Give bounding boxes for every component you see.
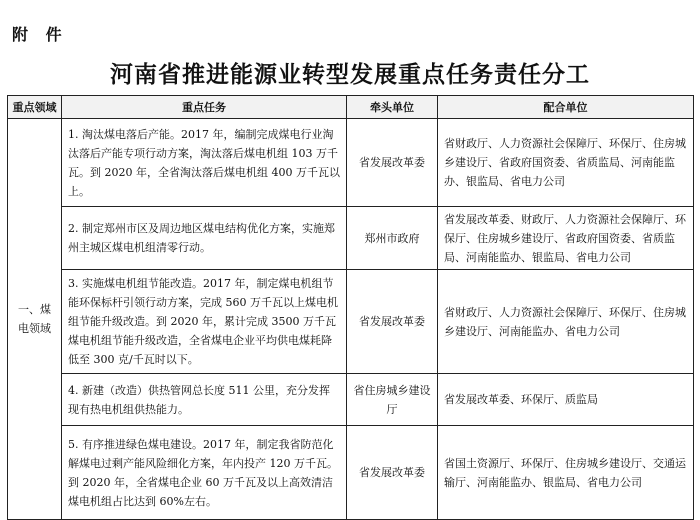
lead-unit-cell: 省住房城乡建设厅 <box>347 374 438 426</box>
task-cell: 5. 有序推进绿色煤电建设。2017 年，制定我省防范化解煤电过剩产能风险细化方案，年内投产 120 万千瓦。到 2020 年，全省煤电企业 60 万千瓦及以上高效清洁煤电机组占比达到 60%左右。 <box>62 426 347 520</box>
column-header-domain: 重点领域 <box>8 96 62 119</box>
table-row <box>8 270 694 374</box>
task-cell: 1. 淘汰煤电落后产能。2017 年，编制完成煤电行业淘汰落后产能专项行动方案，淘汰落后煤电机组 103 万千瓦。到 2020 年，全省淘汰落后煤电机组 400 万千瓦以上。 <box>62 119 347 207</box>
table-row <box>8 426 694 520</box>
cooperating-units-cell: 省财政厅、人力资源社会保障厅、环保厅、住房城乡建设厅、省政府国资委、省质监局、河南能监办、银监局、省电力公司 <box>438 119 694 207</box>
lead-unit-cell: 郑州市政府 <box>347 207 438 270</box>
column-header-task: 重点任务 <box>62 96 347 119</box>
domain-cell: 一、煤电领域 <box>8 119 62 520</box>
cooperating-units-cell: 省发展改革委、财政厅、人力资源社会保障厅、环保厅、住房城乡建设厅、省政府国资委、省质监局、河南能监办、银监局、省电力公司 <box>438 207 694 270</box>
cooperating-units-cell: 省国土资源厅、环保厅、住房城乡建设厅、交通运输厅、河南能监办、银监局、省电力公司 <box>438 426 694 520</box>
column-header-coop: 配合单位 <box>438 96 694 119</box>
responsibility-table <box>7 95 694 520</box>
task-cell: 2. 制定郑州市区及周边地区煤电结构优化方案，实施郑州主城区煤电机组清零行动。 <box>62 207 347 270</box>
lead-unit-cell: 省发展改革委 <box>347 270 438 374</box>
table-header-row <box>8 96 694 119</box>
table-row <box>8 119 694 207</box>
table-row <box>8 374 694 426</box>
table-row <box>8 207 694 270</box>
document-title: 河南省推进能源业转型发展重点任务责任分工 <box>110 62 590 88</box>
cooperating-units-cell: 省发展改革委、环保厅、质监局 <box>438 374 694 426</box>
lead-unit-cell: 省发展改革委 <box>347 426 438 520</box>
cooperating-units-cell: 省财政厅、人力资源社会保障厅、环保厅、住房城乡建设厅、河南能监办、省电力公司 <box>438 270 694 374</box>
attachment-label: 附 件 <box>12 25 68 44</box>
lead-unit-cell: 省发展改革委 <box>347 119 438 207</box>
task-cell: 3. 实施煤电机组节能改造。2017 年，制定煤电机组节能环保标杆引领行动方案，完成 560 万千瓦以上煤电机组节能升级改造。到 2020 年，累计完成 3500 万千瓦煤电机组节能升级改造，全省煤电企业平均供电煤耗降低至 300 克/千瓦时以下。 <box>62 270 347 374</box>
task-cell: 4. 新建（改造）供热管网总长度 511 公里，充分发挥现有热电机组供热能力。 <box>62 374 347 426</box>
column-header-lead: 牵头单位 <box>347 96 438 119</box>
